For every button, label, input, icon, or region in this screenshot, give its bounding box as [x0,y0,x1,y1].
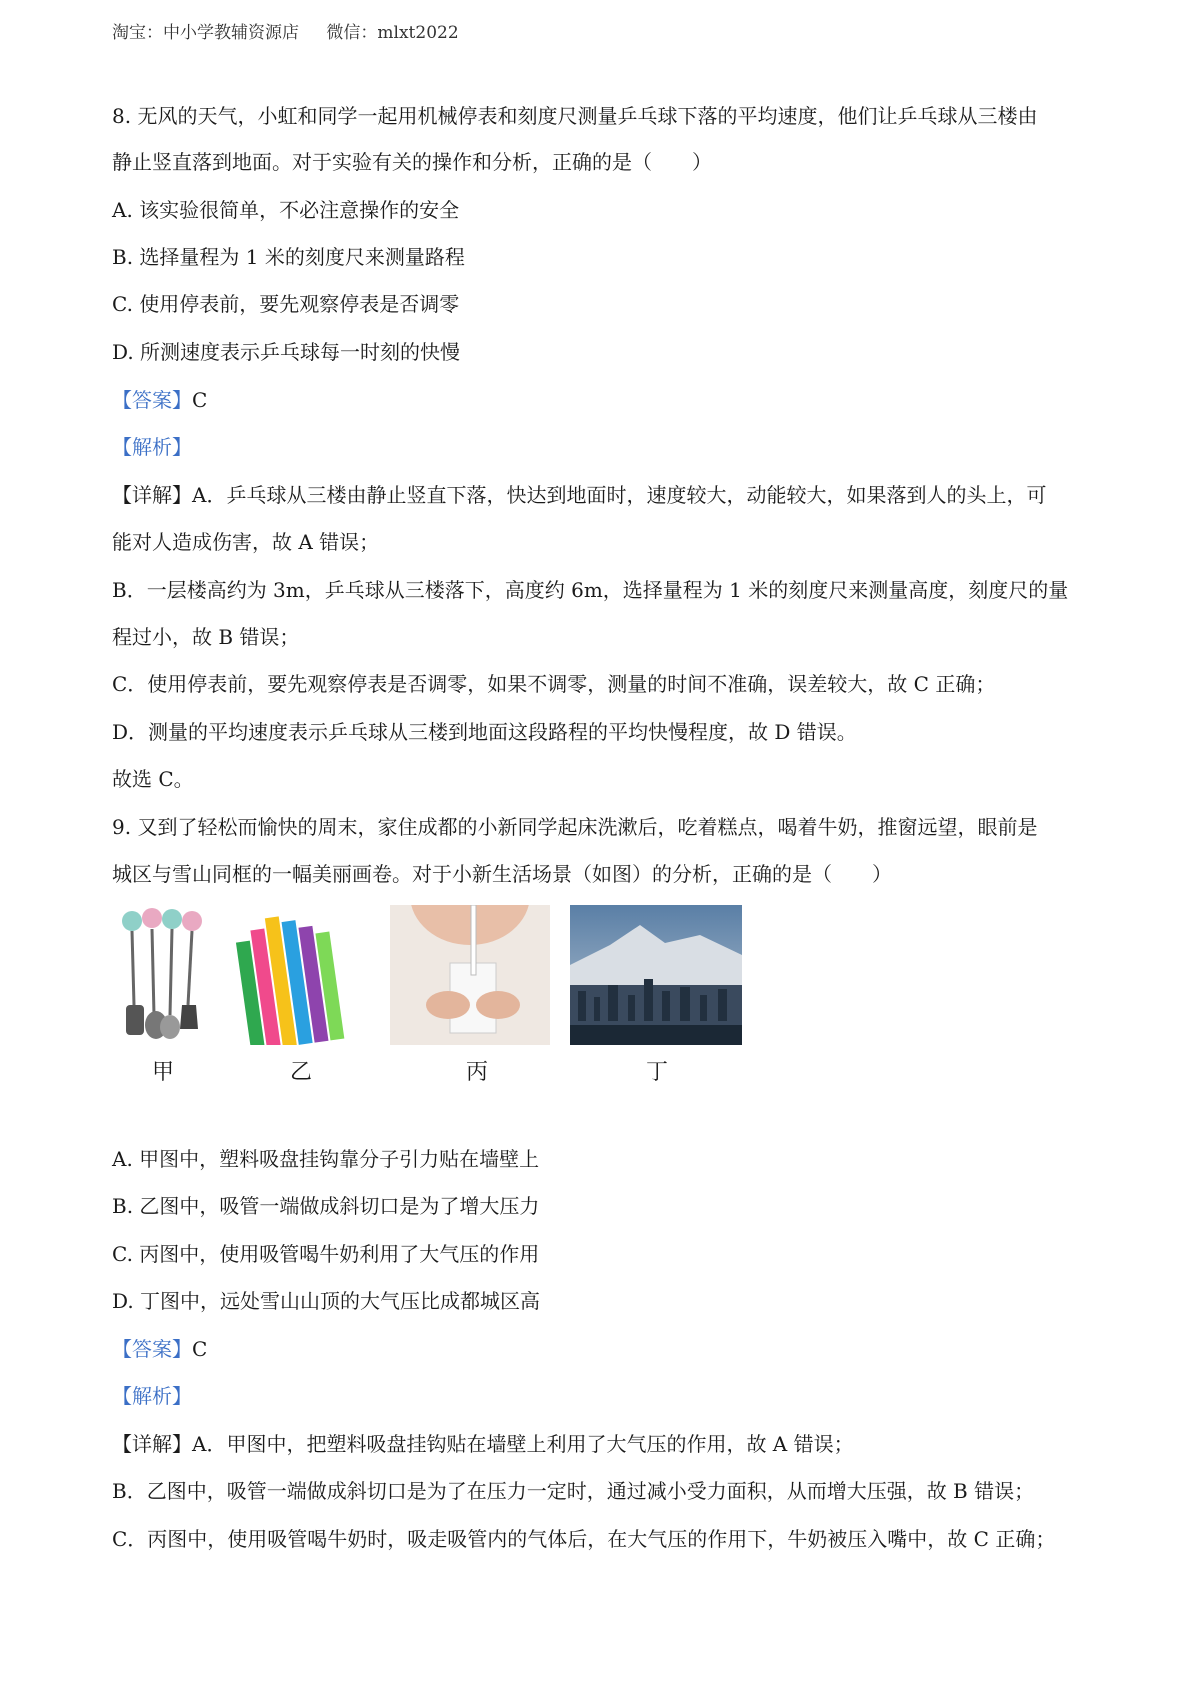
q8-detail-2: 能对人造成伤害，故 A 错误； [112,530,380,554]
q9-detail-1: 【详解】A．甲图中，把塑料吸盘挂钩贴在墙壁上利用了大气压的作用，故 A 错误； [112,1432,854,1456]
q8-detail-5: C．使用停表前，要先观察停表是否调零，如果不调零，测量的时间不准确，误差较大，故 C 正确； [112,672,996,696]
figure-label-yi: 乙 [290,1060,313,1085]
q9-detail-3: C．丙图中，使用吸管喝牛奶时，吸走吸管内的气体后，在大气压的作用下，牛奶被压入嘴中，故 C 正确； [112,1527,1056,1551]
detail-tag: 【详解】 [112,483,192,507]
q8-detail-3: B．一层楼高约为 3m，乒乓球从三楼落下，高度约 6m，选择量程为 1 米的刻度尺来测量高度，刻度尺的量 [112,578,1069,602]
q8-option-d: D. 所测速度表示乒乓球每一时刻的快慢 [112,340,461,364]
q9-analysis-tag: 【解析】 [112,1384,192,1408]
q8-answer [112,386,207,414]
q8-detail-1: 【详解】A．乒乓球从三楼由静止竖直下落，快达到地面时，速度较大，动能较大，如果落到人的头上，可 [112,483,1047,507]
q9-stem-line1: 9. 又到了轻松而愉快的周末，家住成都的小新同学起床洗漱后，吃着糕点，喝着牛奶，推窗远望，眼前是 [112,815,1038,839]
figure-jia-hooks [112,905,212,1045]
q8-detail-6: D．测量的平均速度表示乒乓球从三楼到地面这段路程的平均快慢程度，故 D 错误。 [112,720,857,744]
q8-analysis-tag: 【解析】 [112,435,192,459]
q8-detail-7: 故选 C。 [112,767,194,791]
q9-detail-2: B．乙图中，吸管一端做成斜切口是为了在压力一定时，通过减小受力面积，从而增大压强，故 B 错误； [112,1479,1035,1503]
q9-option-c: C. 丙图中，使用吸管喝牛奶利用了大气压的作用 [112,1242,540,1266]
figure-bing-milk [390,905,550,1045]
q8-stem-line1: 8. 无风的天气，小虹和同学一起用机械停表和刻度尺测量乒乓球下落的平均速度，他们让乒乓球从三楼由 [112,104,1038,128]
answer-value: C [192,388,208,412]
q9-answer [112,1335,207,1363]
q9-option-d: D. 丁图中，远处雪山山顶的大气压比成都城区高 [112,1289,541,1313]
q8-option-b: B. 选择量程为 1 米的刻度尺来测量路程 [112,245,465,269]
q8-stem-line2: 静止竖直落到地面。对于实验有关的操作和分析，正确的是（ ） [112,150,712,174]
figure-label-jia: 甲 [152,1060,175,1085]
q8-option-c: C. 使用停表前，要先观察停表是否调零 [112,292,460,316]
q8-detail-4: 程过小，故 B 错误； [112,625,300,649]
answer-tag: 【答案】 [112,1337,192,1361]
figure-label-bing: 丙 [466,1060,489,1085]
q9-stem-line2: 城区与雪山同框的一幅美丽画卷。对于小新生活场景（如图）的分析，正确的是（ ） [112,862,892,886]
page-header [112,18,481,43]
suction-cup-icons [122,908,202,931]
answer-tag: 【答案】 [112,388,192,412]
detail-tag: 【详解】 [112,1432,192,1456]
q9-option-b: B. 乙图中，吸管一端做成斜切口是为了增大压力 [112,1194,540,1218]
answer-value: C [192,1337,208,1361]
q8-option-a: A. 该实验很简单，不必注意操作的安全 [112,198,460,222]
figure-label-ding: 丁 [646,1060,669,1085]
q9-option-a: A. 甲图中，塑料吸盘挂钩靠分子引力贴在墙壁上 [112,1147,540,1171]
figure-yi-straws [233,905,353,1045]
shop-label: 淘宝：中小学教辅资源店 [112,23,299,43]
figure-ding-skyline [570,905,742,1045]
wechat-label: 微信：mlxt2022 [326,23,459,43]
